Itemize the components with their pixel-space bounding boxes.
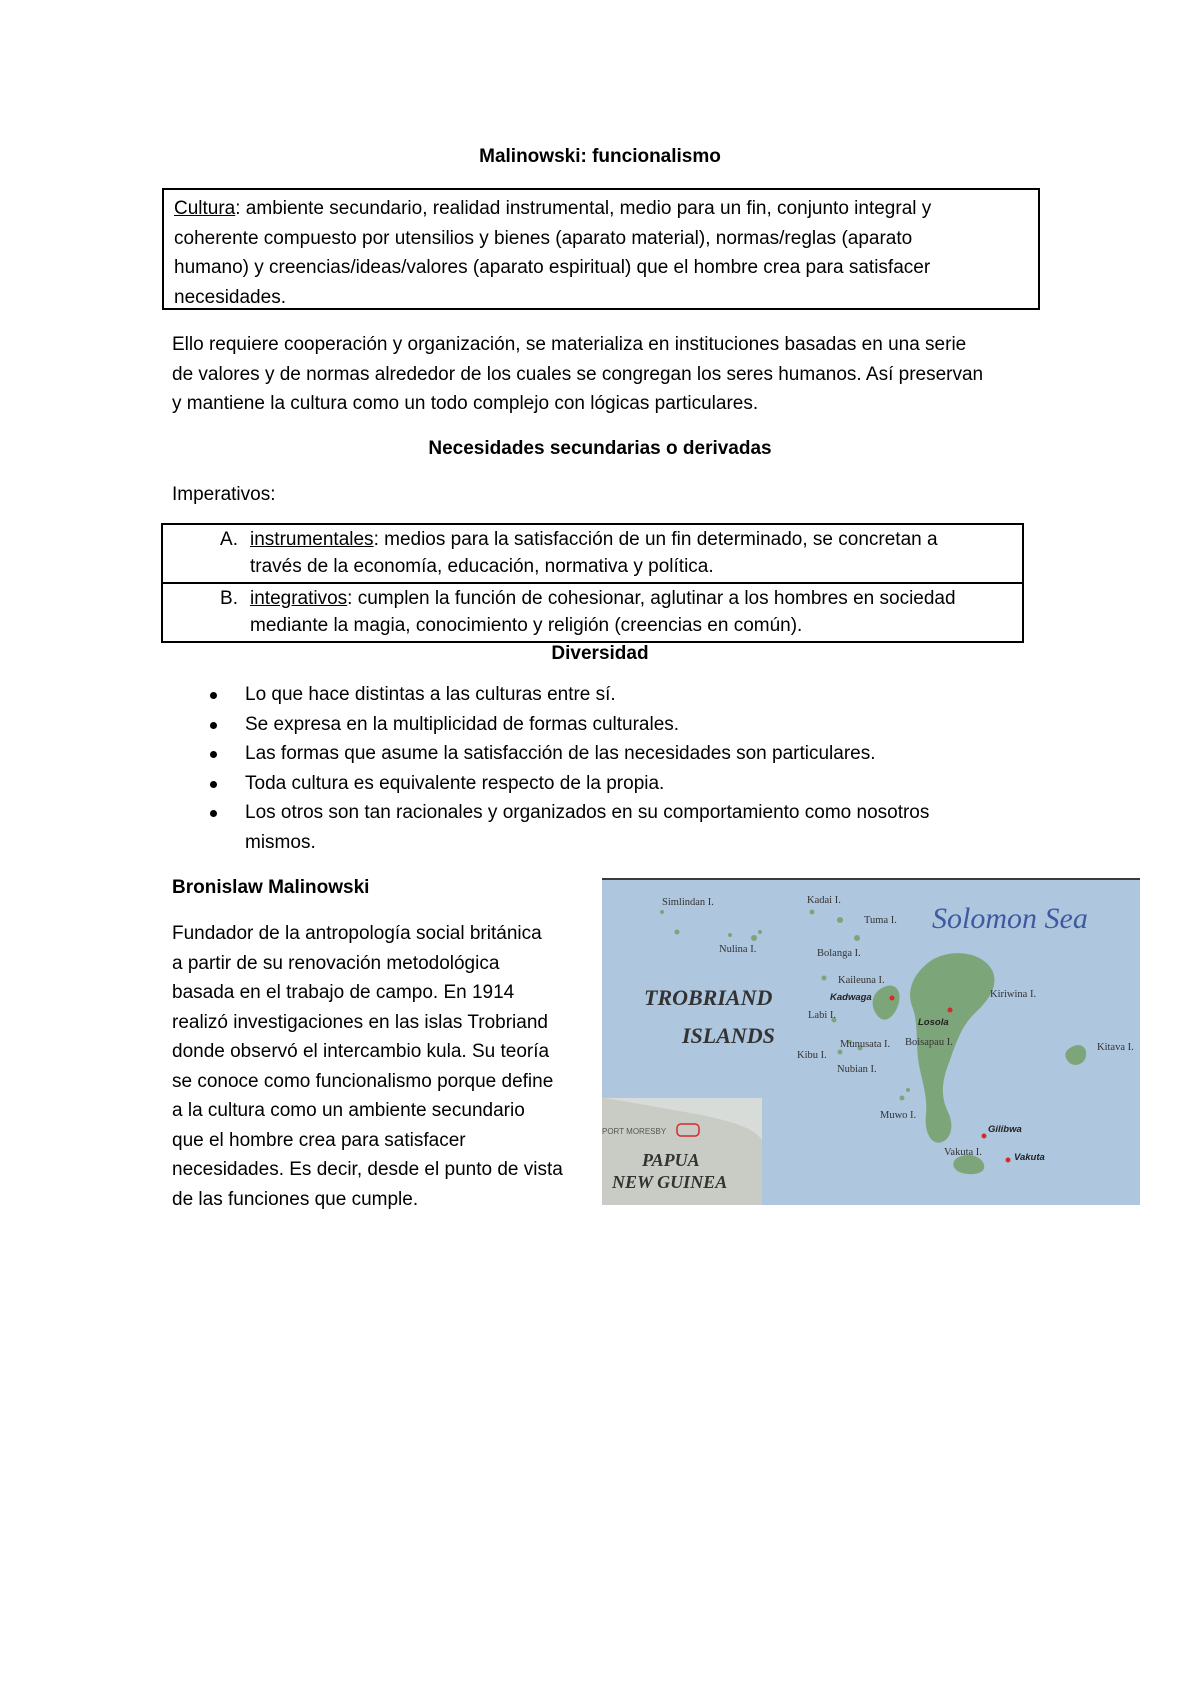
island-shape bbox=[837, 917, 843, 923]
section-heading-needs: Necesidades secundarias o derivadas bbox=[428, 438, 772, 459]
section-heading-diversity: Diversidad bbox=[551, 643, 649, 664]
definition-line: Cultura: ambiente secundario, realidad instrumental, medio para un fin, conjunto integral y bbox=[174, 198, 932, 219]
definition-box bbox=[162, 188, 1040, 310]
island-label: Nulina I. bbox=[719, 944, 757, 955]
imperative-term: integrativos bbox=[250, 588, 348, 609]
map-graphic bbox=[602, 880, 1140, 1205]
island-label: Vakuta I. bbox=[944, 1147, 982, 1158]
list-item: Se expresa en la multiplicidad de formas culturales. bbox=[210, 710, 1010, 740]
kitava-island bbox=[1065, 1045, 1086, 1065]
island-label: Kaileuna I. bbox=[838, 975, 885, 986]
island-label: Kiriwina I. bbox=[990, 989, 1037, 1000]
imperative-row: A. instrumentales: medios para la satisfacción de un fin determinado, se concretan a través de la economía, educación, normativa y política. bbox=[161, 523, 1024, 584]
island-label: Kadai I. bbox=[807, 895, 841, 906]
island-shape bbox=[822, 976, 827, 981]
village-label: Vakuta bbox=[1014, 1152, 1045, 1163]
village-marker bbox=[982, 1134, 987, 1139]
island-label: Nubian I. bbox=[837, 1064, 877, 1075]
island-label: Muwo I. bbox=[880, 1110, 917, 1121]
bullet-icon bbox=[210, 781, 217, 788]
village-marker bbox=[948, 1008, 953, 1013]
imperative-row: B. integrativos: cumplen la función de cohesionar, aglutinar a los hombres en sociedad mediante la magia, conocimiento y religión (creencias en común). bbox=[161, 584, 1024, 643]
island-shape bbox=[854, 935, 860, 941]
definition-line: necesidades. bbox=[174, 286, 286, 308]
region-label: TROBRIAND bbox=[644, 985, 773, 1010]
sea-label: Solomon Sea bbox=[932, 902, 1088, 935]
island-label: Labi I. bbox=[808, 1010, 836, 1021]
island-label: Bolanga I. bbox=[817, 948, 861, 959]
island-shape bbox=[660, 910, 664, 914]
imperative-term: instrumentales bbox=[250, 529, 374, 550]
island-shape bbox=[838, 1050, 843, 1055]
definition-line: coherente compuesto por utensilios y bienes (aparato material), normas/reglas (aparato bbox=[174, 227, 913, 249]
diversity-list bbox=[210, 680, 1010, 857]
bio-title: Bronislaw Malinowski bbox=[172, 877, 370, 898]
island-shape bbox=[675, 930, 680, 935]
bullet-icon bbox=[210, 810, 217, 817]
port-label: PORT MORESBY bbox=[602, 1127, 667, 1136]
definition-line: humano) y creencias/ideas/valores (aparato espiritual) que el hombre crea para satisfacer bbox=[174, 257, 931, 278]
page-title: Malinowski: funcionalismo bbox=[479, 146, 721, 167]
paragraph-cooperation: Ello requiere cooperación y organización, se materializa en instituciones basadas en una serie de valores y de normas alrededor de los cuales se congregan los seres humanos. Así preservan y mantiene la cultura como un todo complejo con lógicas particulares. bbox=[172, 334, 984, 414]
village-label: Kadwaga bbox=[830, 992, 872, 1003]
island-label: Boisapau I. bbox=[905, 1037, 953, 1048]
region-label: ISLANDS bbox=[682, 1023, 775, 1048]
village-marker bbox=[890, 996, 895, 1001]
bio-paragraph: Fundador de la antropología social británica a partir de su renovación metodológica basada en el trabajo de campo. En 1914 realizó investigaciones en las islas Trobriand donde observó el intercambio kula. Su teoría se conoce como funcionalismo porque define a la cultura como un ambiente secundario que el hombre crea para satisfacer necesidades. Es decir, desde el punto de vista de las funciones que cumple. bbox=[172, 923, 563, 1210]
village-label: Gilibwa bbox=[988, 1124, 1022, 1135]
list-item: Toda cultura es equivalente respecto de la propia. bbox=[210, 769, 1010, 799]
list-item: Los otros son tan racionales y organizados en su comportamiento como nosotros mismos. bbox=[210, 798, 1010, 857]
island-label: Munusata I. bbox=[840, 1039, 891, 1050]
bullet-icon bbox=[210, 692, 217, 699]
island-shape bbox=[906, 1088, 910, 1092]
imperative-letter: A. bbox=[220, 529, 238, 550]
bullet-icon bbox=[210, 751, 217, 758]
island-label: Kitava I. bbox=[1097, 1042, 1134, 1053]
island-shape bbox=[728, 933, 732, 937]
trobriand-map bbox=[602, 878, 1140, 1205]
bullet-icon bbox=[210, 722, 217, 729]
island-shape bbox=[758, 930, 762, 934]
village-marker bbox=[1006, 1158, 1011, 1163]
list-item: Lo que hace distintas a las culturas entre sí. bbox=[210, 680, 1010, 710]
imperatives-label: Imperativos: bbox=[172, 484, 276, 505]
island-shape bbox=[900, 1096, 905, 1101]
definition-term: Cultura bbox=[174, 198, 236, 219]
country-label: NEW GUINEA bbox=[612, 1172, 728, 1192]
island-label: Simlindan I. bbox=[662, 897, 714, 908]
imperative-letter: B. bbox=[220, 588, 238, 609]
island-label: Tuma I. bbox=[864, 915, 897, 926]
village-label: Losola bbox=[918, 1017, 949, 1028]
list-item: Las formas que asume la satisfacción de las necesidades son particulares. bbox=[210, 739, 1010, 769]
island-shape bbox=[751, 935, 757, 941]
island-shape bbox=[810, 910, 815, 915]
kaileuna-island bbox=[873, 986, 900, 1020]
island-label: Kibu I. bbox=[797, 1050, 827, 1061]
imperatives-table bbox=[161, 523, 1024, 643]
country-label: PAPUA bbox=[642, 1150, 700, 1170]
